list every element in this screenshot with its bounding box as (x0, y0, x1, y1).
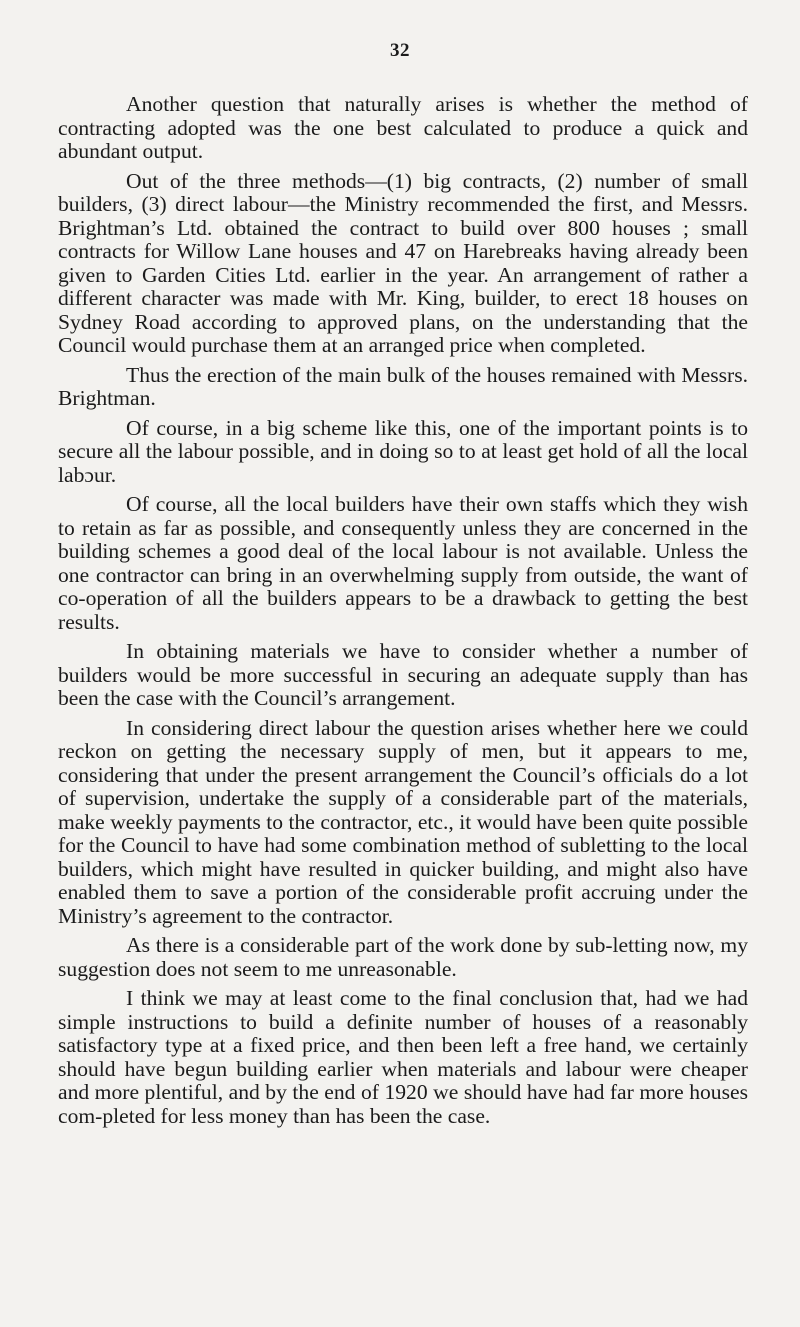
paragraph-sub-letting: As there is a considerable part of the work done by sub-letting now, my suggestion does not seem to me unreasonable. (58, 933, 748, 981)
paragraph-secure-labour: Of course, in a big scheme like this, one of the important points is to secure all the labour possible, and in doing so to at least get hold of all the local labɔur. (58, 415, 748, 487)
page-number: 32 (390, 40, 410, 61)
paragraph-conclusion: I think we may at least come to the final conclusion that, had we had simple instructions to build a definite number of houses of a reasonably satisfactory type at a fixed price, and then been left a free hand, we certainly should have begun building earlier when materials and labour were cheaper and more plentiful, and by the end of 1920 we should have had far more houses com-pleted for less money than has been the case. (58, 986, 748, 1128)
paragraph-main-bulk: Thus the erection of the main bulk of the houses remained with Messrs. Brightman. (58, 362, 748, 410)
paragraph-method-question: Another question that naturally arises is whether the method of contracting adopted was the one best calculated to produce a quick and abundant output. (58, 92, 748, 163)
paragraph-direct-labour: In considering direct labour the question arises whether here we could reckon on getting the necessary supply of men, but it appears to me, considering that under the present arrangement the Council’s officials do a lot of supervision, undertake the supply of a considerable part of the materials, make weekly payments to the contractor, etc., it would have been quite possible for the Council to have had some combination method of subletting to the local builders, which might have resulted in quicker building, and might also have enabled them to save a portion of the considerable profit accruing under the Ministry’s agreement to the contractor. (58, 715, 748, 928)
paragraph-local-builders: Of course, all the local builders have their own staffs which they wish to retain as far as possible, and consequently unless they are concerned in the building schemes a good deal of the local labour is not available. Unless the one contractor can bring in an overwhelming supply from outside, the want of co-operation of all the builders appears to be a drawback to getting the best results. (58, 492, 748, 634)
body-text (58, 93, 748, 1134)
paragraph-three-methods: Out of the three methods—(1) big contracts, (2) number of small builders, (3) direct labour—the Ministry recommended the first, and Messrs. Brightman’s Ltd. obtained the contract to build over 800 houses ; small contracts for Willow Lane houses and 47 on Harebreaks having already been given to Garden Cities Ltd. earlier in the year. An arrangement of rather a different character was made with Mr. King, builder, to erect 18 houses on Sydney Road according to approved plans, on the understanding that the Council would purchase them at an arranged price when completed. (58, 168, 748, 357)
paragraph-materials: In obtaining materials we have to consider whether a number of builders would be more successful in securing an adequate supply than has been the case with the Council’s arrangement. (58, 639, 748, 710)
